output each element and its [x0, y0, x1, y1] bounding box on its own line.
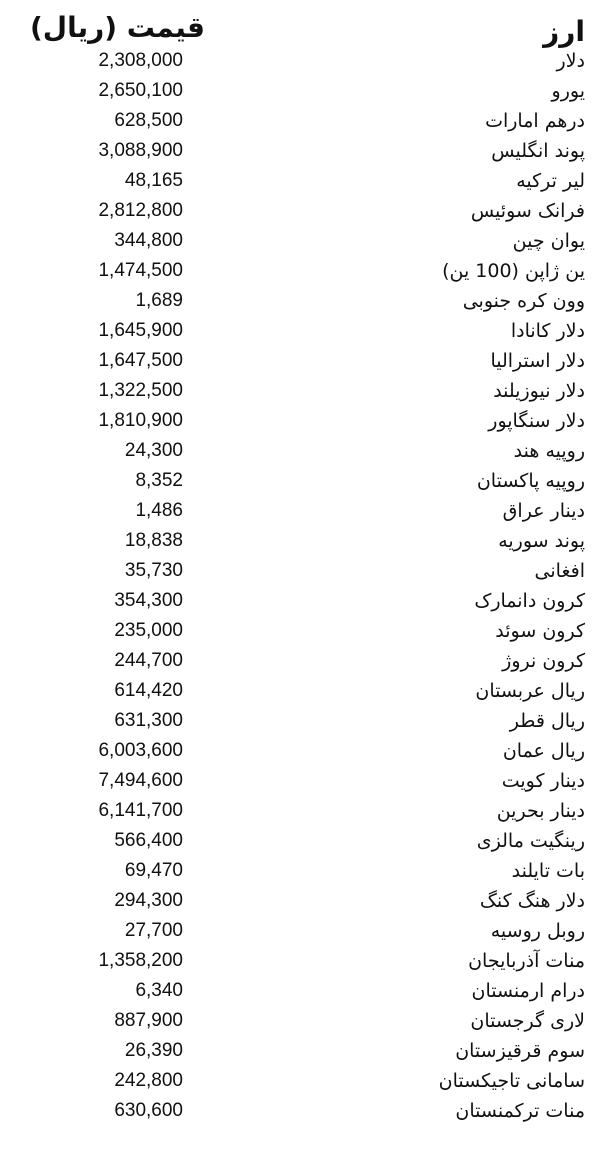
currency-price: 631,300 [114, 710, 183, 731]
list-item [0, 886, 601, 916]
list-item [0, 796, 601, 826]
list-item [0, 1096, 601, 1126]
currency-price: 242,800 [114, 1070, 183, 1091]
currency-column-header: ارز [543, 15, 585, 48]
currency-price: 887,900 [114, 1010, 183, 1031]
list-item [0, 736, 601, 766]
currency-price: 1,689 [135, 290, 183, 311]
currency-price: 1,647,500 [98, 350, 183, 371]
list-item [0, 646, 601, 676]
currency-price: 2,650,100 [98, 80, 183, 101]
list-item [0, 616, 601, 646]
currency-price: 7,494,600 [98, 770, 183, 791]
currency-price: 1,486 [135, 500, 183, 521]
currency-name: دلار سنگاپور [488, 410, 585, 432]
currency-name: ین ژاپن (100 ین) [442, 260, 585, 282]
list-item [0, 406, 601, 436]
list-item [0, 106, 601, 136]
currency-name: ریال قطر [509, 710, 585, 732]
currency-name: افغانی [534, 560, 585, 582]
currency-name: سامانی تاجیکستان [438, 1070, 585, 1092]
list-item [0, 316, 601, 346]
currency-price: 8,352 [135, 470, 183, 491]
currency-price: 354,300 [114, 590, 183, 611]
currency-price: 2,812,800 [98, 200, 183, 221]
currency-price: 27,700 [124, 920, 183, 941]
currency-name: دلار نیوزیلند [493, 380, 585, 402]
list-item [0, 1036, 601, 1066]
currency-name: سوم قرقیزستان [455, 1040, 585, 1062]
list-item [0, 526, 601, 556]
currency-name: کرون سوئد [495, 620, 585, 642]
list-item [0, 466, 601, 496]
currency-name: دلار هنگ کنگ [479, 890, 585, 912]
list-item [0, 826, 601, 856]
currency-price: 69,470 [124, 860, 183, 881]
currency-name: درام ارمنستان [471, 980, 585, 1002]
currency-price: 614,420 [114, 680, 183, 701]
list-item [0, 706, 601, 736]
currency-name: ریال عربستان [475, 680, 585, 702]
currency-name: یوان چین [512, 230, 585, 252]
list-item [0, 166, 601, 196]
currency-price: 24,300 [124, 440, 183, 461]
currency-price: 6,141,700 [98, 800, 183, 821]
currency-price: 6,340 [135, 980, 183, 1001]
currency-name: منات ترکمنستان [455, 1100, 585, 1122]
currency-price: 628,500 [114, 110, 183, 131]
list-item [0, 136, 601, 166]
currency-name: روپیه هند [513, 440, 585, 462]
list-item [0, 946, 601, 976]
currency-name: دینار عراق [502, 500, 585, 522]
currency-name: کرون نروژ [502, 650, 585, 672]
currency-price: 294,300 [114, 890, 183, 911]
currency-price: 630,600 [114, 1100, 183, 1121]
currency-price: 244,700 [114, 650, 183, 671]
currency-name: لیر ترکیه [516, 170, 585, 192]
currency-name: کرون دانمارک [474, 590, 585, 612]
currency-name: دلار استرالیا [490, 350, 585, 372]
currency-name: دلار کانادا [510, 320, 585, 342]
currency-price: 1,358,200 [98, 950, 183, 971]
list-item [0, 766, 601, 796]
currency-name: وون کره جنوبی [462, 290, 585, 312]
list-item [0, 286, 601, 316]
currency-name: لاری گرجستان [470, 1010, 585, 1032]
currency-name: پوند سوریه [498, 530, 585, 552]
list-item [0, 76, 601, 106]
currency-name: دینار بحرین [496, 800, 585, 822]
currency-price: 1,645,900 [98, 320, 183, 341]
list-item [0, 346, 601, 376]
currency-name: پوند انگلیس [491, 140, 585, 162]
list-item [0, 976, 601, 1006]
list-item [0, 586, 601, 616]
currency-name: درهم امارات [485, 110, 585, 132]
currency-name: دینار کویت [501, 770, 585, 792]
currency-price: 6,003,600 [98, 740, 183, 761]
list-item [0, 1006, 601, 1036]
list-item [0, 916, 601, 946]
price-column-header: قیمت (ریال) [30, 11, 205, 44]
currency-name: روبل روسیه [490, 920, 585, 942]
currency-price: 3,088,900 [98, 140, 183, 161]
currency-price-list [0, 46, 601, 1126]
list-item [0, 256, 601, 286]
list-item [0, 556, 601, 586]
list-item [0, 436, 601, 466]
currency-price: 35,730 [124, 560, 183, 581]
list-item [0, 856, 601, 886]
currency-name: بات تایلند [511, 860, 585, 882]
list-item [0, 196, 601, 226]
currency-price: 18,838 [124, 530, 183, 551]
currency-price: 566,400 [114, 830, 183, 851]
currency-name: رینگیت مالزی [476, 830, 585, 852]
currency-name: روپیه پاکستان [476, 470, 585, 492]
currency-price: 1,810,900 [98, 410, 183, 431]
currency-price: 1,322,500 [98, 380, 183, 401]
currency-price: 2,308,000 [98, 50, 183, 71]
currency-price: 1,474,500 [98, 260, 183, 281]
currency-name: یورو [551, 80, 585, 102]
list-item [0, 376, 601, 406]
currency-price: 48,165 [124, 170, 183, 191]
list-item [0, 496, 601, 526]
currency-name: منات آذربایجان [468, 950, 585, 972]
list-item [0, 226, 601, 256]
currency-name: فرانک سوئیس [470, 200, 585, 222]
currency-price: 26,390 [124, 1040, 183, 1061]
list-item [0, 46, 601, 76]
currency-price: 235,000 [114, 620, 183, 641]
currency-price: 344,800 [114, 230, 183, 251]
currency-name: دلار [556, 50, 585, 72]
currency-name: ریال عمان [502, 740, 585, 762]
list-item [0, 1066, 601, 1096]
list-item [0, 676, 601, 706]
